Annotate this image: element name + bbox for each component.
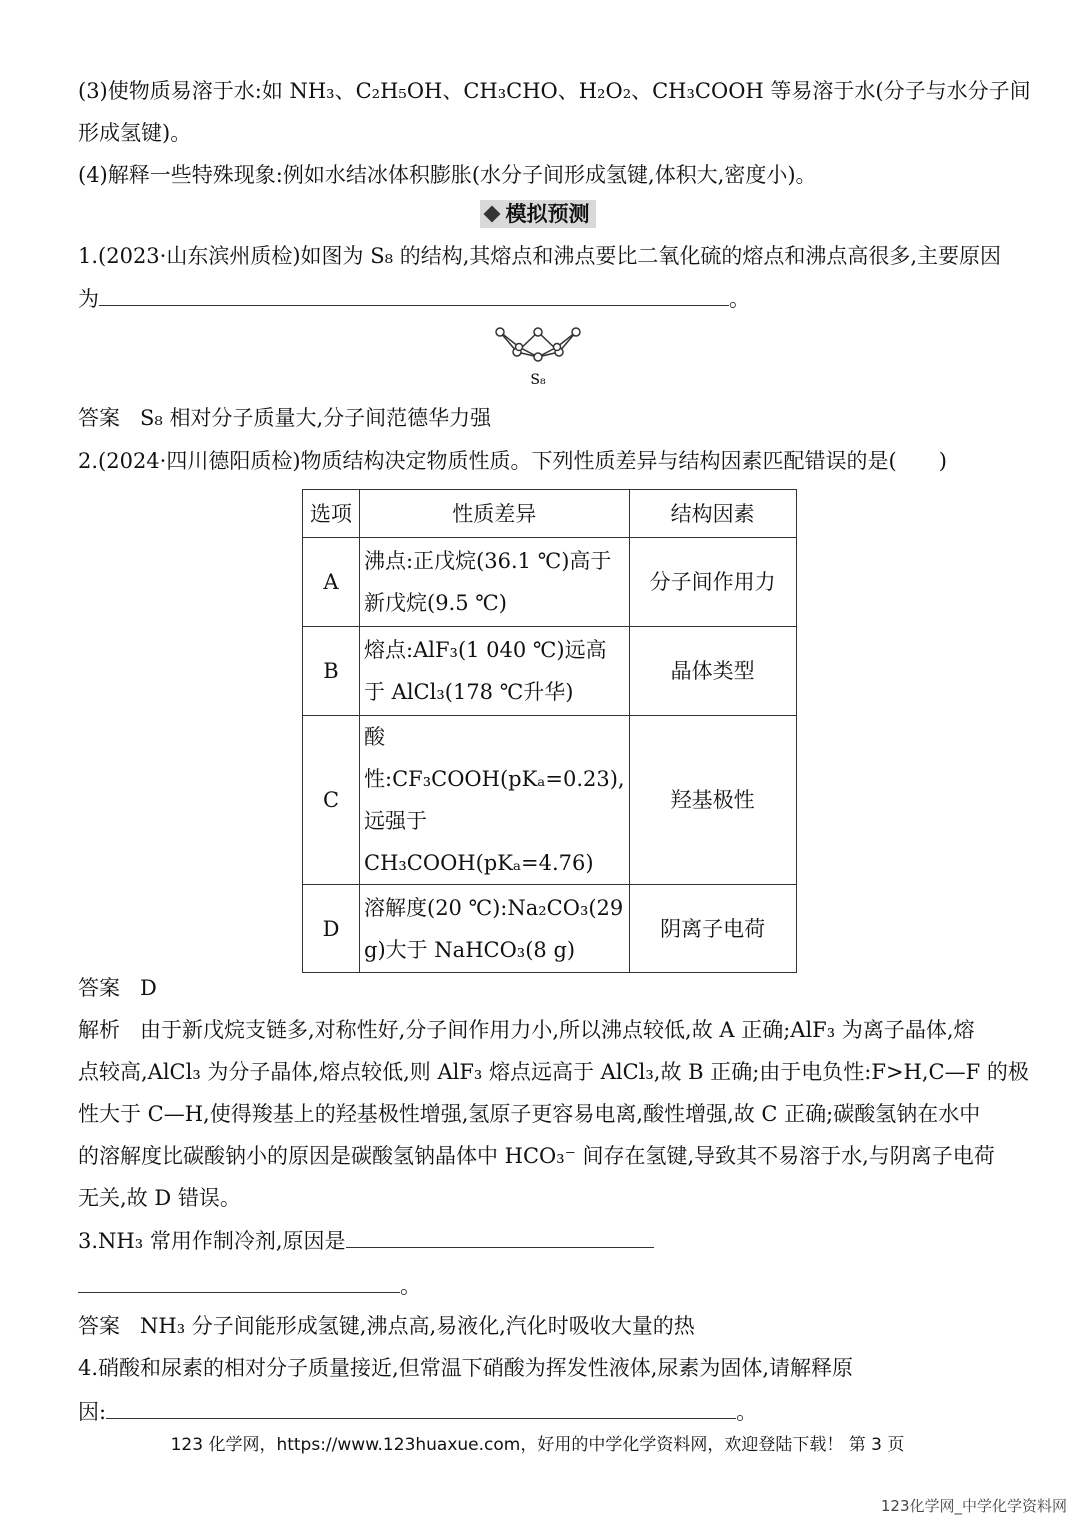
s8-structure-figure: [490, 322, 586, 392]
q2-analysis-line: 点较高,AlCl₃ 为分子晶体,熔点较低,则 AlF₃ 熔点远高于 AlCl₃,故 B 正确;由于电负性:F>H,C—F 的极: [78, 1060, 1029, 1084]
q4-stem: 4.硝酸和尿素的相对分子质量接近,但常温下硝酸为挥发性液体,尿素为固体,请解释原: [78, 1356, 854, 1380]
table-cell-difference: 沸点:正戊烷(36.1 ℃)高于新戊烷(9.5 ℃): [360, 538, 630, 627]
s8-label: S₈: [530, 372, 546, 388]
table-header-row: [303, 490, 797, 538]
table-row: [303, 885, 797, 973]
section-title: [0, 200, 1075, 228]
properties-table: [302, 489, 797, 973]
item4: (4)解释一些特殊现象:例如水结冰体积膨胀(水分子间形成氢键,体积大,密度小)。: [78, 163, 817, 187]
table-cell-option: B: [303, 627, 360, 716]
table-cell-option: C: [303, 716, 360, 885]
analysis-label: 解析: [78, 1018, 120, 1042]
q1-answer: 答案 S₈ 相对分子质量大,分子间范德华力强: [78, 406, 492, 430]
q3-line2: 。: [78, 1270, 421, 1301]
s8-atoms: [496, 328, 580, 361]
q2-stem: 2.(2024·四川德阳质检)物质结构决定物质性质。下列性质差异与结构因素匹配错误的是( ): [78, 449, 947, 473]
q1-stem: 1.(2023·山东滨州质检)如图为 S₈ 的结构,其熔点和沸点要比二氧化硫的熔点和沸点高很多,主要原因: [78, 244, 1002, 268]
answer-blank[interactable]: [99, 283, 729, 306]
table-cell-difference: 酸性:CF₃COOH(pKₐ=0.23),远强于CH₃COOH(pKₐ=4.76): [360, 716, 630, 885]
table-cell-factor: 羟基极性: [629, 716, 796, 885]
q2-answer: 答案 D: [78, 976, 157, 1000]
q2-analysis-line: 无关,故 D 错误。: [78, 1186, 241, 1210]
table-cell-option: D: [303, 885, 360, 973]
q2-analysis-line: 解析 由于新戊烷支链多,对称性好,分子间作用力小,所以沸点较低,故 A 正确;AlF₃ 为离子晶体,熔: [78, 1018, 975, 1042]
section-title-text: 模拟预测: [505, 202, 590, 226]
table-header: 选项: [303, 490, 360, 538]
q4-line2: 因: 。: [78, 1396, 757, 1427]
table-cell-factor: 分子间作用力: [629, 538, 796, 627]
q1-line2: 为 。: [78, 283, 750, 314]
table-cell-difference: 熔点:AlF₃(1 040 ℃)远高于 AlCl₃(178 ℃升华): [360, 627, 630, 716]
q2-analysis-line: 性大于 C—H,使得羧基上的羟基极性增强,氢原子更容易电离,酸性增强,故 C 正确;碳酸氢钠在水中: [78, 1102, 981, 1126]
table-row: [303, 627, 797, 716]
site-watermark: 123化学网_中学化学资料网: [880, 1497, 1067, 1515]
answer-blank[interactable]: [78, 1270, 400, 1293]
item3-line2: 形成氢键)。: [78, 121, 192, 145]
item3-line1: (3)使物质易溶于水:如 NH₃、C₂H₅OH、CH₃CHO、H₂O₂、CH₃COOH 等易溶于水(分子与水分子间: [78, 79, 1031, 103]
diamond-icon: [483, 206, 500, 223]
table-cell-option: A: [303, 538, 360, 627]
table-header: 结构因素: [629, 490, 796, 538]
table-row: [303, 716, 797, 885]
page-footer: 123 化学网，https://www.123huaxue.com，好用的中学化学资料网，欢迎登陆下载！ 第 3 页: [170, 1435, 905, 1455]
table-cell-factor: 晶体类型: [629, 627, 796, 716]
table-cell-factor: 阴离子电荷: [629, 885, 796, 973]
answer-blank[interactable]: [106, 1396, 736, 1419]
q3-stem: 3.NH₃ 常用作制冷剂,原因是: [78, 1225, 654, 1256]
table-row: [303, 538, 797, 627]
table-header: 性质差异: [360, 490, 630, 538]
q2-analysis-line: 的溶解度比碳酸钠小的原因是碳酸氢钠晶体中 HCO₃⁻ 间存在氢键,导致其不易溶于水,与阴离子电荷: [78, 1144, 995, 1168]
table-cell-difference: 溶解度(20 ℃):Na₂CO₃(29 g)大于 NaHCO₃(8 g): [360, 885, 630, 973]
q3-answer: 答案 NH₃ 分子间能形成氢键,沸点高,易液化,汽化时吸收大量的热: [78, 1314, 695, 1338]
answer-blank[interactable]: [346, 1225, 654, 1248]
